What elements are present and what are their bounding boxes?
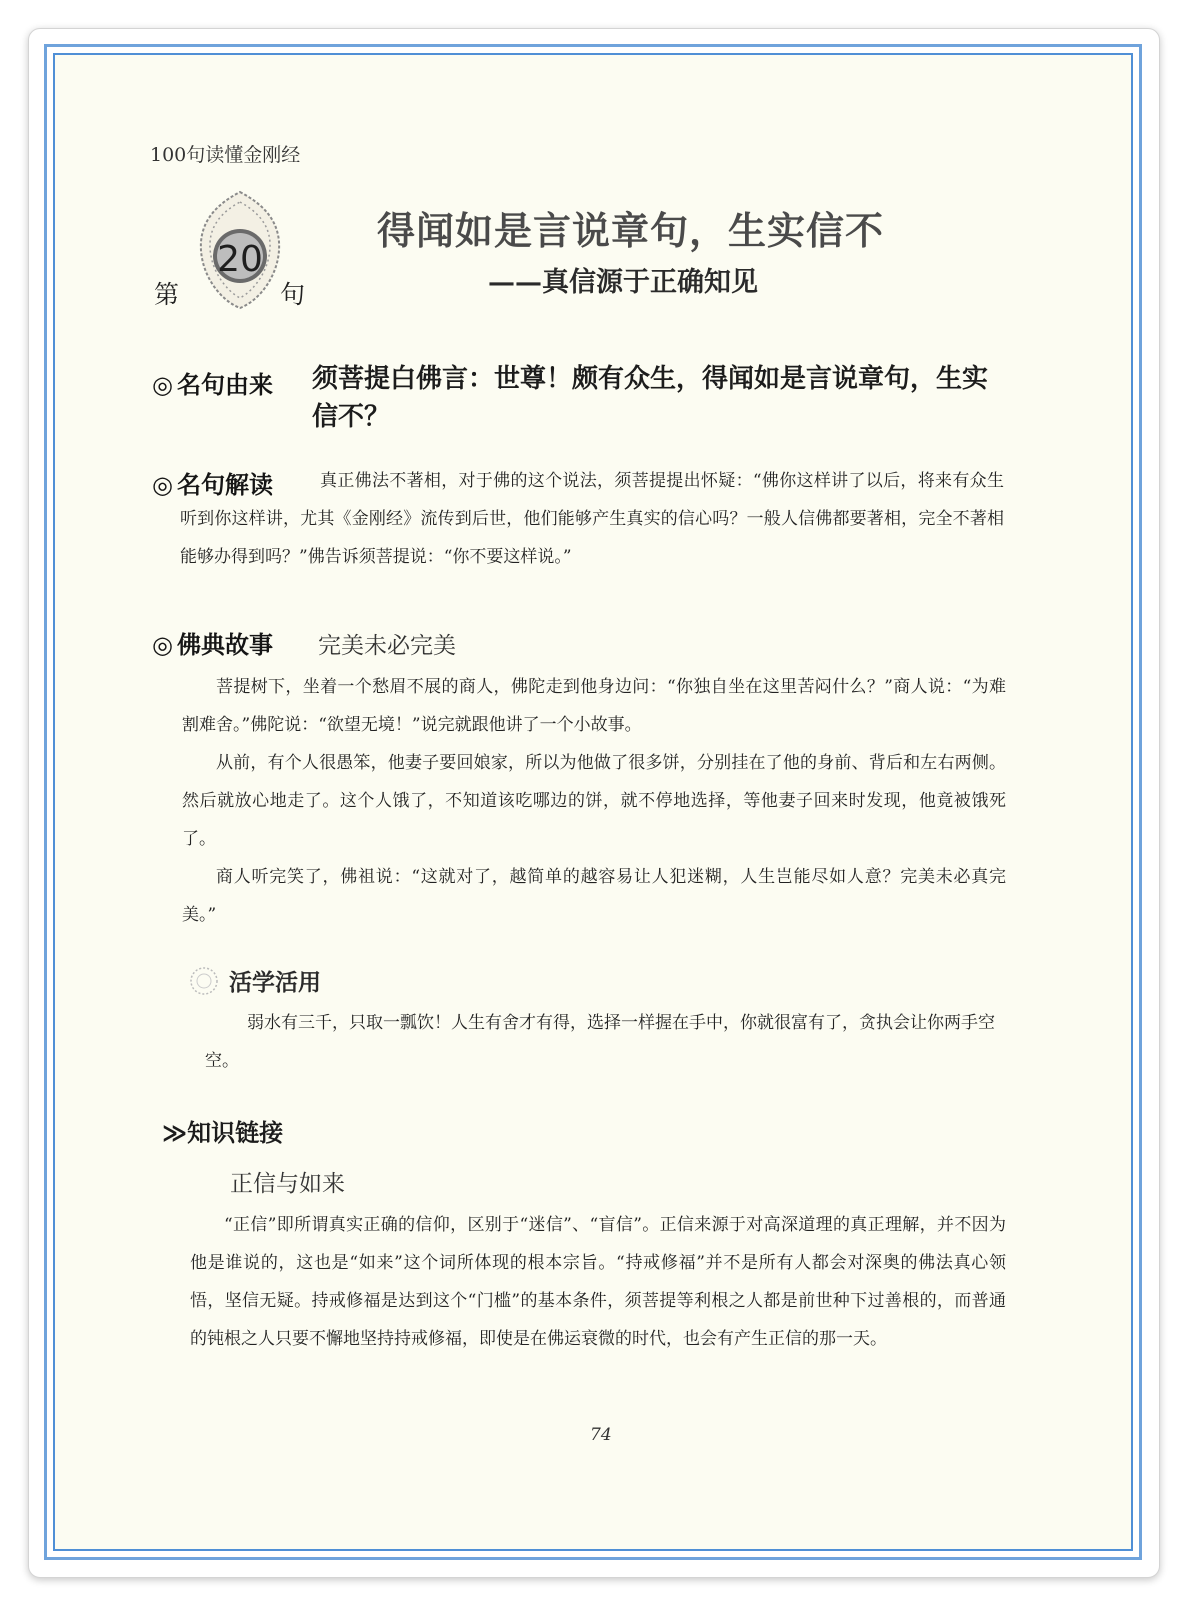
story-body (182, 668, 1006, 934)
chapter-title: 得闻如是言说章句，生实信不 (377, 208, 885, 253)
chapter-subtitle: ——真信源于正确知见 (488, 267, 758, 298)
section-bullet-icon: ◎ (152, 631, 173, 659)
section-story-label: 佛典故事 (176, 631, 273, 659)
number-prefix: 第 (154, 280, 180, 309)
knowledge-subtitle: 正信与如来 (230, 1171, 345, 1197)
story-subtitle: 完美未必完美 (318, 633, 456, 659)
page-number: 74 (590, 1425, 612, 1445)
sentence-number: 20 (217, 239, 263, 280)
story-paragraph: 从前，有个人很愚笨，他妻子要回娘家，所以为他做了很多饼，分别挂在了他的身前、背后和左右两侧。然后就放心地走了。这个人饿了，不知道该吃哪边的饼，就不停地选择，等他妻子回来时发现，他竟被饿死了。 (182, 753, 1006, 849)
section-bullet-icon: ◎ (152, 471, 173, 499)
section-interpretation-label: 名句解读 (176, 471, 273, 499)
knowledge-text: “正信”即所谓真实正确的信仰，区别于“迷信”、“盲信”。正信来源于对高深道理的真正理解，并不因为他是谁说的，这也是“如来”这个词所体现的根本宗旨。“持戒修福”并不是所有人都会对深奥的佛法真心领悟，坚信无疑。持戒修福是达到这个“门槛”的基本条件，须菩提等利根之人都是前世种下过善根的，而普通的钝根之人只要不懈地坚持持戒修福，即使是在佛运衰微的时代，也会有产生正信的那一天。 (190, 1215, 1006, 1349)
practice-heading: 活学活用 (229, 969, 321, 996)
section-story-heading (152, 625, 273, 660)
knowledge-label: 知识链接 (187, 1119, 284, 1147)
story-paragraph: 商人听完笑了，佛祖说：“这就对了，越简单的越容易让人犯迷糊，人生岂能尽如人意？完美未必真完美。” (182, 867, 1006, 925)
flower-icon (189, 966, 219, 996)
knowledge-heading (162, 1113, 283, 1148)
section-origin-label: 名句由来 (176, 371, 273, 399)
section-bullet-icon: ◎ (152, 371, 173, 399)
interpretation-text: 真正佛法不著相，对于佛的这个说法，须菩提提出怀疑：“佛你这样讲了以后，将来有众生听到你这样讲，尤其《金刚经》流传到后世，他们能够产生真实的信心吗？一般人信佛都要著相，完全不著相能够办得到吗？”佛告诉须菩提说：“你不要这样说。” (180, 471, 1004, 567)
number-suffix: 句 (280, 280, 306, 309)
quote-text: 须菩提白佛言：世尊！颇有众生，得闻如是言说章句，生实信不？ (312, 364, 989, 432)
story-paragraph: 菩提树下，坐着一个愁眉不展的商人，佛陀走到他身边问：“你独自坐在这里苦闷什么？”商人说：“为难割难舍。”佛陀说：“欲望无境！”说完就跟他讲了一个小故事。 (182, 677, 1006, 735)
running-head: 100句读懂金刚经 (150, 144, 301, 166)
section-origin-heading (152, 365, 273, 400)
number-medallion (197, 190, 283, 310)
double-chevron-icon: ≫ (162, 1119, 188, 1147)
practice-text: 弱水有三千，只取一瓢饮！人生有舍才有得，选择一样握在手中，你就很富有了，贪执会让你两手空空。 (205, 1013, 995, 1071)
